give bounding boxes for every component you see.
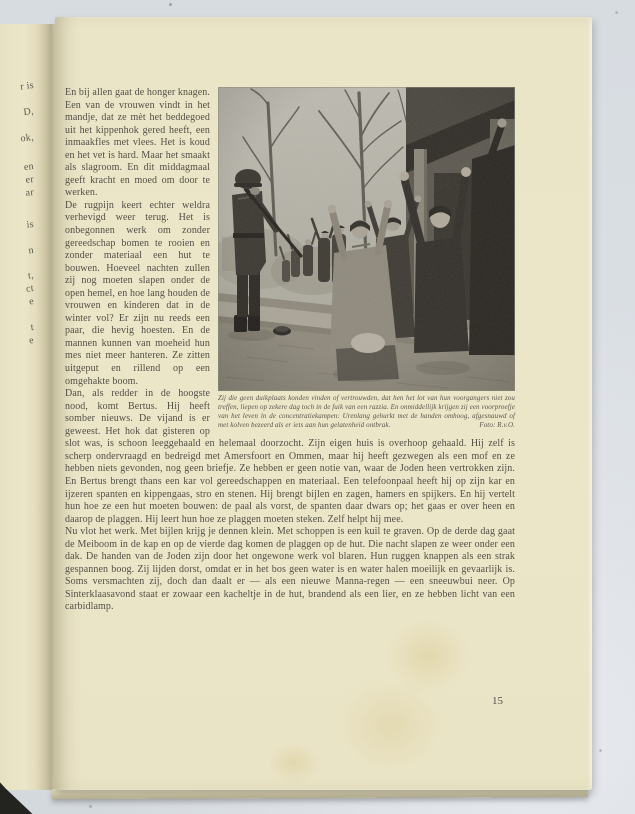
body-paragraph-3: Dan, als redder in de hoogste nood, komt Bertus. Hij heeft somber nieuws. De vijand is er geweest. Het hok dat gisteren op slot was, is schoon leeggehaald en helemaal doorzocht. Zijn eigen huis is overhoop gehaald. Hij zelf is scherp ondervraagd en bedreigd met Amersfoort en Ommen, maar hij heeft gezwegen als een mof en ze hebben niets gevonden, nog geen briefje. Ze hebben er geen notie van, waar de Joden heen vertrokken zijn. En Bertus brengt thans een kar vol gereedschappen en materiaal. Een telefoonpaal heeft hij op zijn kar en ijzeren spanten en kippengaas, stro en stenen. Hij brengt bijlen en zagen, hamers en spijkers. En hij vertelt hun hoe ze een hut moeten bouwen: de paal als vorst, de spanten daar dwars op; het gaas er over heen en daarop de plaggen. Hij leert hun hoe ze plaggen moeten steken. Zelf helpt hij mee. — [65, 388, 515, 525]
cutoff-text-fragment: r is — [19, 79, 35, 93]
cutoff-text-fragment: t, — [27, 269, 35, 282]
cutoff-text-fragment: e — [28, 295, 35, 308]
photo-caption — [218, 394, 515, 430]
photo-credit: Foto: R.v.O. — [479, 421, 515, 429]
dust-specks — [0, 0, 1, 1]
cutoff-text-fragment: en — [23, 160, 35, 174]
paper-stain — [267, 741, 321, 785]
facing-page-edge — [0, 24, 58, 790]
cutoff-text-fragment: is — [25, 218, 35, 231]
razzia-photograph-figure — [218, 87, 515, 430]
paper-stain — [335, 677, 445, 773]
page-number: 15 — [492, 695, 503, 707]
cutoff-text-fragment: er — [24, 173, 35, 186]
razzia-photo — [218, 87, 515, 391]
body-paragraph-2: De rugpijn keert echter weldra verhevigd weer terug. Het is onbegonnen werk om zonder gereedschap bomen te rooien en zonder materiaal een hut te bouwen. Hoeveel nachten zullen zij nog moeten slapen onder de open hemel, en hoe lang houden de vrouwen en kinderen dat in de winter vol? Er zijn nu reeds een paar, die hevig hoesten. En de mannen kunnen van moeheid hun mes niet meer hanteren. Ze zitten uitgeput en rillend op een omgehakte boom. — [65, 199, 210, 387]
photo-caption-text: Zij die geen duikplaats konden vinden of vertrouwden, dat hen het lot van hun voorgangers niet zou treffen, liepen op zekere dag toch in de fuik van een razzia. En onmiddellijk krijgen zij een voorproefje van het leven in de concentratiekampen: Urenlang gehurkt met de handen omhoog, afgesnauwd of met kolven bezeerd als er iets aan hun gelatenheid ontbrak. — [218, 394, 515, 429]
cutoff-text-fragment: e — [28, 334, 35, 347]
cutoff-text-fragment: ar — [24, 186, 35, 199]
cutoff-text-fragment: ok, — [19, 131, 35, 145]
cutoff-text-fragment: D, — [22, 105, 35, 119]
page-text-block — [65, 87, 515, 614]
cutoff-text-fragment: ct — [25, 282, 35, 295]
cutoff-text-fragment: n — [27, 244, 35, 257]
book-page — [55, 17, 592, 790]
paper-stain — [385, 617, 471, 695]
body-paragraph-1: En bij allen gaat de honger knagen. Een van de vrouwen vindt in het mandje, dat ze mèt het beddegoed uit het kippenhok gered heeft, een inmaakfles met vlees. Het is koud en het vet is hard. Maar het smaakt als slagroom. En dit middagmaal geeft kracht en moed om door te werken. — [65, 87, 210, 199]
body-paragraph-4: Nu vlot het werk. Met bijlen krijg je dennen klein. Met schoppen is een kuil te graven. Op de derde dag gaat de Meiboom in de kap en op de vierde dag komen de plaggen op de hut. Die nacht slapen ze weer onder een dak. De handen van de Joden zijn door het ongewone werk vol blaren. Hun ruggen knappen als een strak gespannen boog. Zij lijden dorst, omdat er in het bos geen water is en water halen moeilijk en gevaarlijk is. Soms versmachten zij, doch dan daalt er — als een nieuwe Manna-regen — een sneeuwbui neer. Op Sinterklaasavond staat er zowaar een kacheltje in de hut, brandend als een lier, en ze hebben licht van een carbidlamp. — [65, 526, 515, 613]
cutoff-text-fragment: t — [30, 321, 35, 334]
